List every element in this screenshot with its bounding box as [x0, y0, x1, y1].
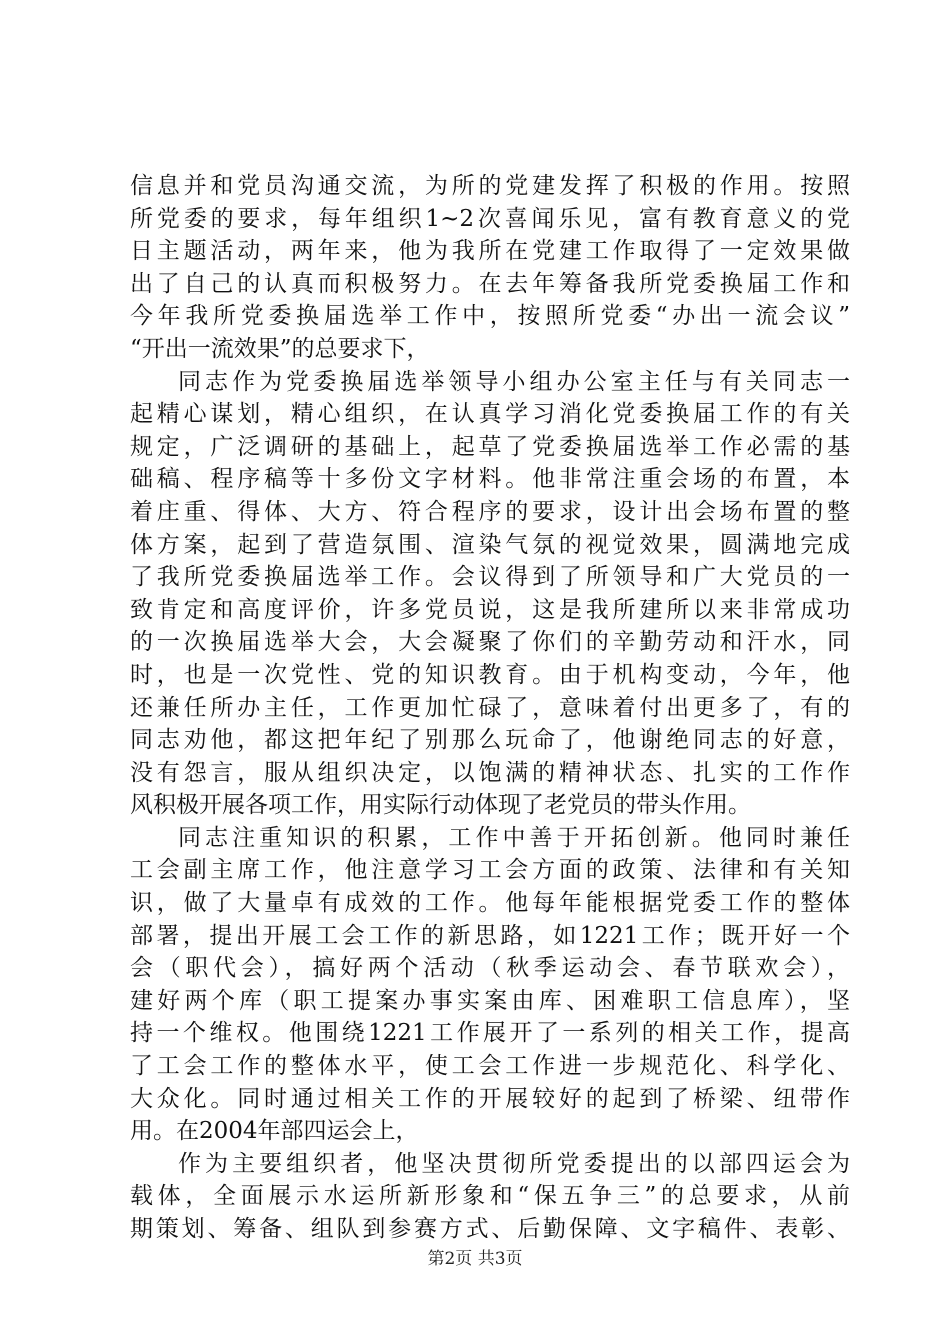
document-body [130, 170, 850, 1246]
text-line: 了工会工作的整体水平，使工会工作进一步规范化、科学化、 [130, 1053, 850, 1080]
text-line: 出了自己的认真而积极努力。在去年筹备我所党委换届工作和 [130, 270, 850, 297]
text-line: 期策划、筹备、组队到参赛方式、后勤保障、文字稿件、表彰、 [130, 1216, 850, 1242]
text-line: 还兼任所办主任，工作更加忙碌了，意味着付出更多了，有的 [130, 694, 850, 721]
paragraph-2 [130, 366, 850, 822]
text-line: 规定，广泛调研的基础上，起草了党委换届选举工作必需的基 [130, 433, 850, 460]
text-line: 大众化。同时通过相关工作的开展较好的起到了桥梁、纽带作 [130, 1085, 850, 1112]
text-line: 时，也是一次党性、党的知识教育。由于机构变动，今年，他 [130, 661, 850, 688]
text-line: 作为主要组织者，他坚决贯彻所党委提出的以部四运会为 [178, 1150, 850, 1177]
text-line: 础稿、程序稿等十多份文字材料。他非常注重会场的布置，本 [130, 466, 850, 493]
paragraph-4 [130, 1148, 850, 1246]
text-line: 了我所党委换届选举工作。会议得到了所领导和广大党员的一 [130, 564, 850, 591]
text-line: 同志劝他，都这把年纪了别那么玩命了，他谢绝同志的好意， [130, 727, 850, 754]
text-line: 起精心谋划，精心组织，在认真学习消化党委换届工作的有关 [130, 401, 850, 428]
text-line: 致肯定和高度评价，许多党员说，这是我所建所以来非常成功 [130, 596, 850, 623]
text-line: 建好两个库（职工提案办事实案由库、困难职工信息库），坚 [130, 987, 850, 1014]
text-line: 同志注重知识的积累，工作中善于开拓创新。他同时兼任 [178, 824, 850, 851]
text-line: 的一次换届选举大会，大会凝聚了你们的辛勤劳动和汗水，同 [130, 629, 850, 656]
text-line: 信息并和党员沟通交流，为所的党建发挥了积极的作用。按照 [130, 173, 850, 199]
text-line: 会（职代会），搞好两个活动（秋季运动会、春节联欢会）， [130, 955, 850, 982]
text-line: 识，做了大量卓有成效的工作。他每年能根据党委工作的整体 [130, 890, 850, 917]
text-line: 同志作为党委换届选举领导小组办公室主任与有关同志一 [178, 368, 850, 395]
paragraph-3 [130, 822, 850, 1148]
text-line: 部署，提出开展工会工作的新思路，如1221工作；既开好一个 [130, 922, 850, 949]
text-line: “开出一流效果”的总要求下， [130, 335, 430, 362]
page-footer [0, 1244, 950, 1269]
text-line: 所党委的要求，每年组织1~2次喜闻乐见，富有教育意义的党 [130, 205, 850, 232]
text-line: 工会副主席工作，他注意学习工会方面的政策、法律和有关知 [130, 857, 850, 884]
text-line: 风积极开展各项工作，用实际行动体现了老党员的带头作用。 [130, 792, 751, 819]
text-line: 体方案，起到了营造氛围、渲染气氛的视觉效果，圆满地完成 [130, 531, 850, 558]
text-line: 日主题活动，两年来，他为我所在党建工作取得了一定效果做 [130, 238, 850, 265]
paragraph-1 [130, 170, 850, 366]
text-line: 今年我所党委换届选举工作中，按照所党委“办出一流会议” [130, 303, 850, 330]
text-line: 载体，全面展示水运所新形象和“保五争三”的总要求，从前 [130, 1183, 850, 1210]
text-line: 没有怨言，服从组织决定，以饱满的精神状态、扎实的工作作 [130, 759, 850, 786]
text-line: 着庄重、得体、大方、符合程序的要求，设计出会场布置的整 [130, 498, 850, 525]
text-line: 持一个维权。他围绕1221工作展开了一系列的相关工作，提高 [130, 1020, 850, 1047]
page-number-label: 第2页 共3页 [427, 1249, 523, 1269]
text-line: 用。在2004年部四运会上， [130, 1118, 419, 1145]
